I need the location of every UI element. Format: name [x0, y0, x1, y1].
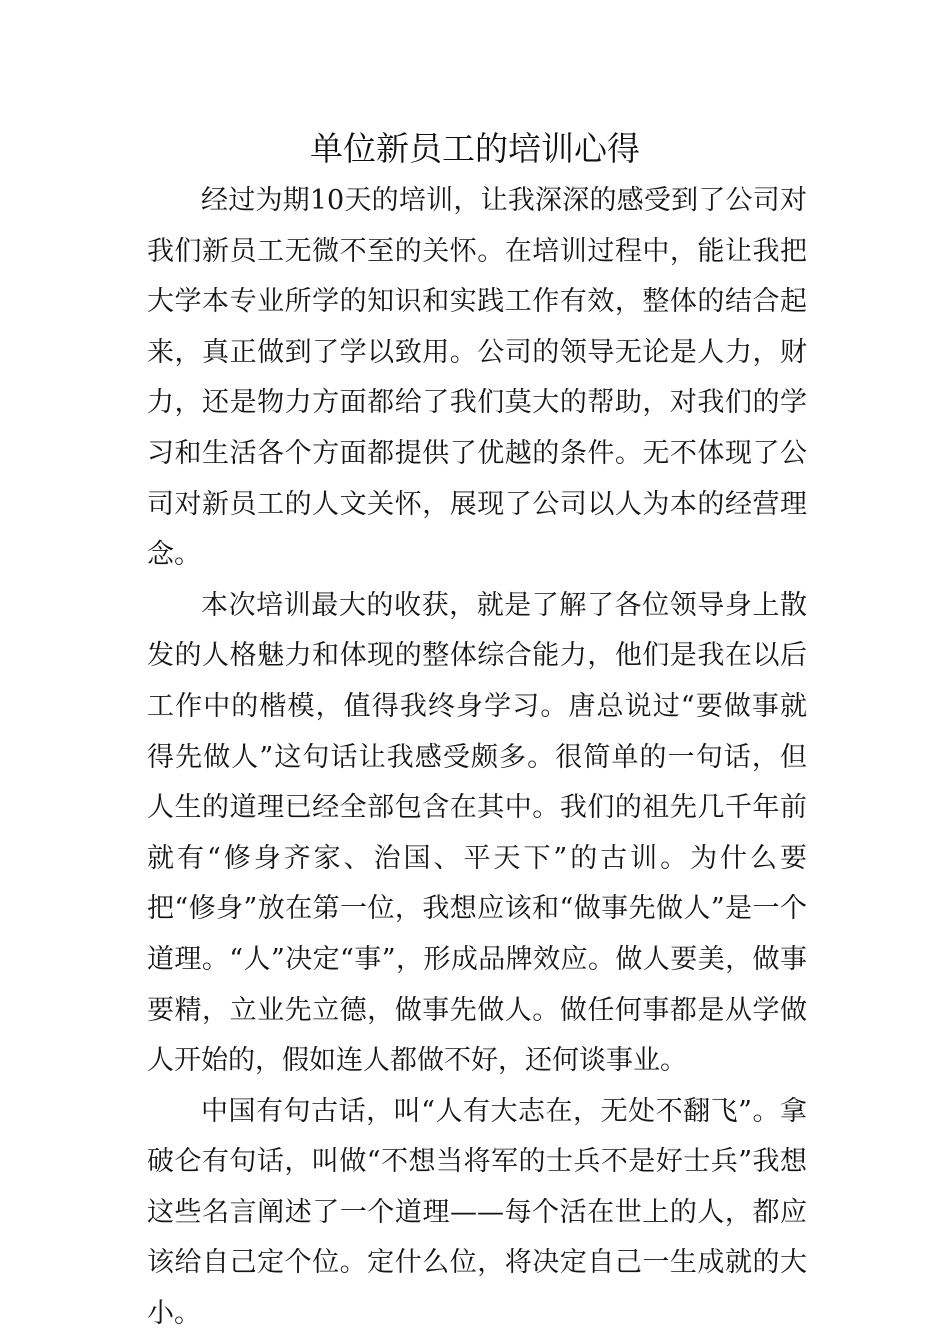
document-title: 单位新员工的培训心得	[310, 129, 640, 168]
document-body	[147, 176, 807, 1340]
paragraph-3: 中国有句古话，叫“人有大志在，无处不翻飞”。拿破仑有句话，叫做“不想当将军的士兵不是好士兵”我想这些名言阐述了一个道理——每个活在世上的人，都应该给自己定个位。定什么位，将决定自己一生成就的大小。	[147, 1095, 807, 1330]
paragraph-2: 本次培训最大的收获，就是了解了各位领导身上散发的人格魅力和体现的整体综合能力，他们是我在以后工作中的楷模，值得我终身学习。唐总说过“要做事就得先做人”这句话让我感受颇多。很简单的一句话，但人生的道理已经全部包含在其中。我们的祖先几千年前就有“修身齐家、治国、平天下”的古训。为什么要把“修身”放在第一位，我想应该和“做事先做人”是一个道理。“人”决定“事”，形成品牌效应。做人要美，做事要精，立业先立德，做事先做人。做任何事都是从学做人开始的，假如连人都做不好，还何谈事业。	[147, 589, 807, 1077]
paragraph-1: 经过为期10天的培训，让我深深的感受到了公司对我们新员工无微不至的关怀。在培训过程中，能让我把大学本专业所学的知识和实践工作有效，整体的结合起来，真正做到了学以致用。公司的领导无论是人力，财力，还是物力方面都给了我们莫大的帮助，对我们的学习和生活各个方面都提供了优越的条件。无不体现了公司对新员工的人文关怀，展现了公司以人为本的经营理念。	[147, 185, 807, 571]
